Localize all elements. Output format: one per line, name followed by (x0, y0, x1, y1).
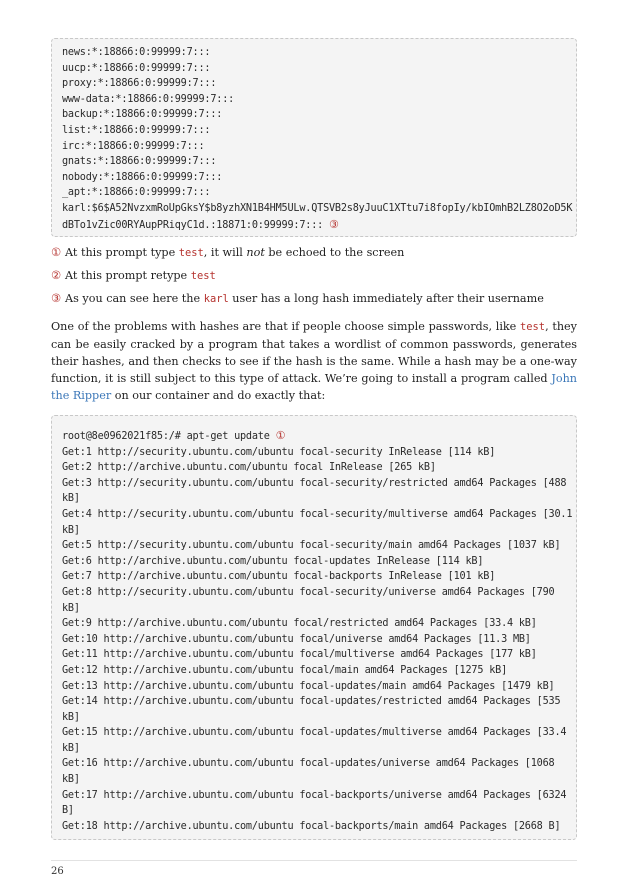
callout-number: ① (51, 246, 62, 259)
body-paragraph (51, 318, 577, 404)
code-line: karl:$6$A52NvzxmRoUpGksY$b8yzhXN1B4HM5ULw.QTSVB2s8yJuuC1XTtu7i8fopIy/kbIOmhB2LZ8O2oD5K (62, 202, 573, 214)
code-line: Get:6 http://archive.ubuntu.com/ubuntu focal-updates InRelease [114 kB] (62, 555, 484, 567)
code-line: kB] (62, 524, 80, 536)
code-line: news:*:18866:0:99999:7::: (62, 47, 211, 58)
code-line: Get:14 http://archive.ubuntu.com/ubuntu focal-updates/restricted amd64 Packages [535 (62, 696, 561, 708)
code-line: B] (62, 805, 74, 817)
note-text: At this prompt retype (65, 269, 191, 282)
note-text: , it will (203, 246, 247, 259)
callout-note-3 (51, 290, 577, 313)
code-line: _apt:*:18866:0:99999:7::: (62, 187, 211, 199)
shadow-file-code-block (51, 38, 577, 237)
code-line: kB] (62, 742, 80, 754)
callout-marker: ③ (329, 217, 339, 231)
paragraph-text: on our container and do exactly that: (111, 389, 326, 402)
note-text: user has a long hash immediately after their username (228, 292, 544, 305)
inline-code: karl (203, 293, 229, 305)
code-line: Get:15 http://archive.ubuntu.com/ubuntu focal-updates/multiverse amd64 Packages [33.4 (62, 727, 567, 739)
code-line: Get:12 http://archive.ubuntu.com/ubuntu focal/main amd64 Packages [1275 kB] (62, 664, 508, 676)
code-line: Get:8 http://security.ubuntu.com/ubuntu focal-security/universe amd64 Packages [790 (62, 586, 555, 598)
note-text: At this prompt type (65, 246, 179, 259)
callout-marker: ① (275, 429, 286, 442)
code-line: Get:1 http://security.ubuntu.com/ubuntu focal-security InRelease [114 kB] (62, 446, 496, 458)
footer-divider (51, 860, 577, 861)
page-number: 26 (51, 866, 64, 877)
code-line: Get:17 http://archive.ubuntu.com/ubuntu focal-backports/universe amd64 Packages [6324 (62, 789, 567, 801)
note-text: As you can see here the (65, 292, 204, 305)
john-the-ripper-link[interactable]: John the Ripper (51, 372, 577, 402)
code-line: nobody:*:18866:0:99999:7::: (62, 171, 223, 183)
code-line: Get:7 http://archive.ubuntu.com/ubuntu focal-backports InRelease [101 kB] (62, 571, 496, 583)
callout-note-2 (51, 267, 577, 290)
paragraph-text: One of the problems with hashes are that if people choose simple passwords, like (51, 320, 521, 333)
emphasis: not (246, 246, 265, 259)
code-line: Get:4 http://security.ubuntu.com/ubuntu focal-security/multiverse amd64 Packages [30.1 (62, 508, 573, 520)
apt-output (62, 445, 573, 835)
code-line: Get:9 http://archive.ubuntu.com/ubuntu focal/restricted amd64 Packages [33.4 kB] (62, 618, 537, 630)
code-line: Get:11 http://archive.ubuntu.com/ubuntu focal/multiverse amd64 Packages [177 kB] (62, 649, 537, 661)
callout-number: ③ (51, 292, 62, 305)
code-line: Get:13 http://archive.ubuntu.com/ubuntu focal-updates/main amd64 Packages [1479 kB] (62, 680, 555, 692)
code-line-text: dBTo1vZic00RYAupPRiqyC1d.:18871:0:99999:7::: (62, 219, 324, 231)
callout-note-1 (51, 244, 577, 267)
code-line: backup:*:18866:0:99999:7::: (62, 109, 223, 121)
callout-notes (51, 244, 577, 313)
code-line: irc:*:18866:0:99999:7::: (62, 140, 205, 152)
code-line: Get:3 http://security.ubuntu.com/ubuntu focal-security/restricted amd64 Packages [488 (62, 477, 567, 489)
code-line (62, 217, 566, 234)
inline-code: test (520, 321, 546, 333)
code-line: kB] (62, 711, 80, 723)
inline-code: test (190, 270, 216, 282)
code-line: Get:16 http://archive.ubuntu.com/ubuntu focal-updates/universe amd64 Packages [1068 (62, 758, 555, 770)
code-line: gnats:*:18866:0:99999:7::: (62, 156, 217, 168)
callout-number: ② (51, 269, 62, 282)
shell-command: root@8e0962021f85:/# apt-get update (62, 431, 270, 442)
note-text: be echoed to the screen (264, 246, 405, 259)
code-line: www-data:*:18866:0:99999:7::: (62, 93, 235, 105)
paragraph-text: , they can be easily cracked by a program that takes a wordlist of common passwords, generates their hashes, and then checks to see if the hash is the same. While a hash may be a one-way function, it is still subject to this type of attack. We’re going to install a program called (51, 320, 577, 385)
code-prompt-line (62, 428, 566, 445)
code-line: kB] (62, 493, 80, 505)
code-line: Get:5 http://security.ubuntu.com/ubuntu focal-security/main amd64 Packages [1037 kB] (62, 540, 561, 552)
apt-update-code-block (51, 415, 577, 840)
code-line: Get:2 http://archive.ubuntu.com/ubuntu focal InRelease [265 kB] (62, 462, 436, 474)
code-line: proxy:*:18866:0:99999:7::: (62, 78, 217, 90)
code-line: kB] (62, 774, 80, 786)
code-line: Get:10 http://archive.ubuntu.com/ubuntu focal/universe amd64 Packages [11.3 MB] (62, 633, 531, 645)
code-line: list:*:18866:0:99999:7::: (62, 124, 211, 136)
code-line: kB] (62, 602, 80, 614)
inline-code: test (178, 247, 204, 259)
code-line: uucp:*:18866:0:99999:7::: (62, 62, 211, 74)
code-line: Get:18 http://archive.ubuntu.com/ubuntu focal-backports/main amd64 Packages [2668 B] (62, 820, 561, 832)
